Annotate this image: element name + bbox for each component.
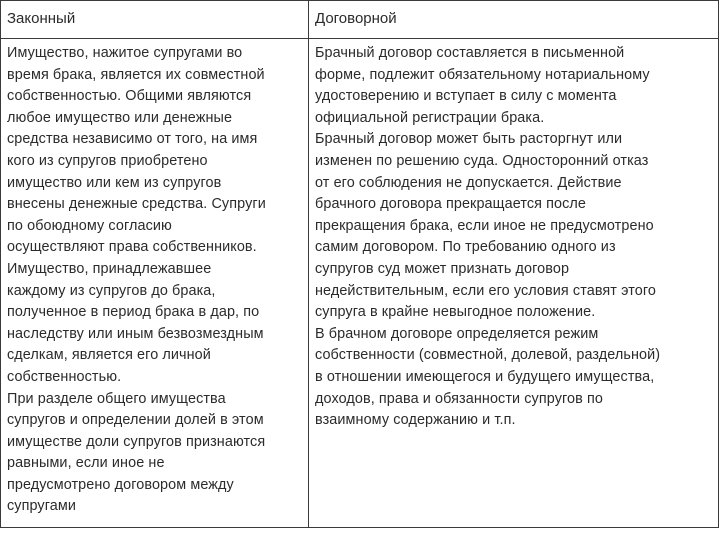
table-header-row bbox=[1, 1, 719, 39]
cell-contractual bbox=[309, 39, 719, 528]
table-row bbox=[1, 39, 719, 528]
legal-regime-text: Имущество, нажитое супругами во время брака, является их совместной собственностью. Общими являются любое имущество или денежные средства независимо от того, на имя кого из супругов приобретено имущество или кем из супругов внесены денежные средства. Супруги по обоюдному согласию осуществляют права собственников. Имущество, принадлежавшее каждому из супругов до брака, полученное в период брака в дар, по наследству или иным безвозмездным сделкам, является его личной собственностью. При разделе общего имущества супругов и определении долей в этом имуществе доли супругов признаются равными, если иное не предусмотрено договором между супругами bbox=[7, 45, 266, 515]
header-legal: Законный bbox=[1, 1, 309, 39]
cell-legal bbox=[1, 39, 309, 528]
header-contractual: Договорной bbox=[309, 1, 719, 39]
contractual-regime-text: Брачный договор составляется в письменной форме, подлежит обязательному нотариальному удостоверению и вступает в силу с момента официальной регистрации брака. Брачный договор может быть расторгнут или изменен по решению суда. Односторонний отказ от его соблюдения не допускается. Действие брачного договора прекращается после прекращения брака, если иное не предусмотрено самим договором. По требованию одного из супругов суд может признать договор недействительным, если его условия ставят этого супруга в крайне невыгодное положение. В брачном договоре определяется режим собственности (совместной, долевой, раздельной) в отношении имеющегося и будущего имущества, доходов, права и обязанности супругов по взаимному содержанию и т.п. bbox=[315, 45, 661, 429]
